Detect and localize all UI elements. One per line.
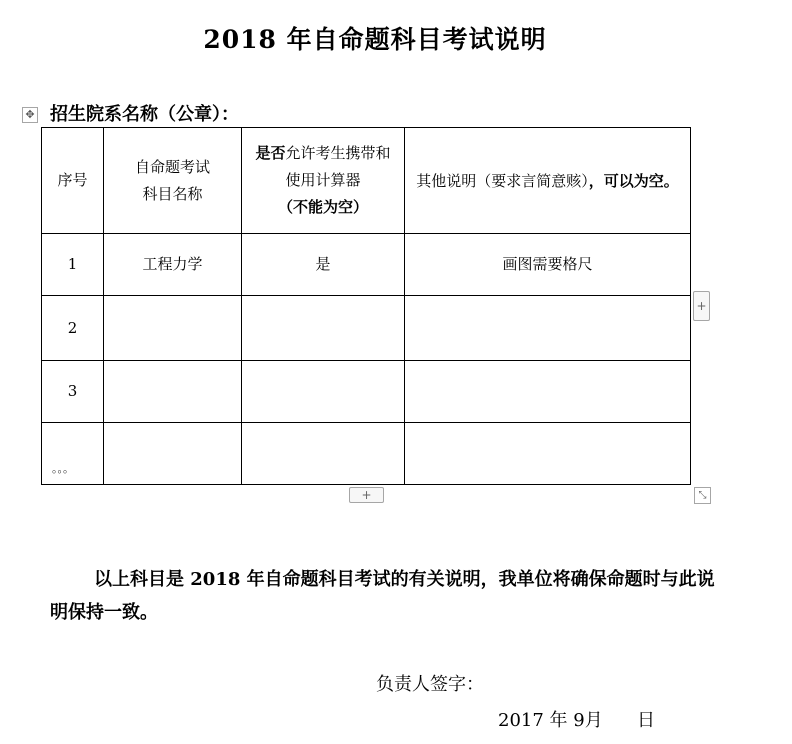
header-calculator [242, 128, 405, 234]
header-calculator-bold: 是否 [255, 144, 286, 162]
row-notes[interactable]: 画图需要格尺 [405, 234, 691, 296]
add-row-button[interactable]: + [349, 487, 384, 503]
row-calculator[interactable] [242, 296, 405, 361]
header-subject-line2: 科目名称 [142, 184, 203, 203]
header-subject-line1: 自命题考试 [134, 157, 210, 176]
header-seq: 序号 [42, 128, 104, 234]
row-notes[interactable] [405, 423, 691, 485]
row-seq[interactable]: 3 [42, 361, 104, 423]
row-calculator[interactable] [242, 361, 405, 423]
row-subject[interactable] [104, 423, 242, 485]
exam-info-table [41, 127, 691, 485]
date-line: 2017 年 9月 日 [498, 710, 656, 731]
unit-name-label: 招生院系名称（公章）： [50, 104, 239, 125]
row-seq[interactable]: 2 [42, 296, 104, 361]
table-header-row [42, 128, 691, 234]
document-title: 2018 年自命题科目考试说明 [203, 25, 547, 54]
table-row [42, 423, 691, 485]
table-resize-icon[interactable]: ⤡ [694, 487, 711, 504]
row-calculator[interactable] [242, 423, 405, 485]
header-calculator-note: （不能为空） [277, 198, 368, 216]
table-row [42, 234, 691, 296]
row-seq[interactable]: 。。。 [42, 423, 104, 485]
signature-label: 负责人签字： [376, 674, 484, 695]
row-notes[interactable] [405, 361, 691, 423]
header-notes-text: 其他说明（要求言简意赅） [416, 171, 589, 190]
table-row [42, 361, 691, 423]
table-row [42, 296, 691, 361]
row-subject[interactable] [104, 361, 242, 423]
table-move-handle-icon[interactable]: ✥ [22, 107, 38, 123]
row-notes[interactable] [405, 296, 691, 361]
header-calculator-text: 允许考生携带和使用计算器 [285, 144, 391, 189]
row-subject[interactable] [104, 296, 242, 361]
header-notes [405, 128, 691, 234]
header-notes-bold: ，可以为空。 [588, 171, 679, 190]
commitment-statement: 以上科目是 2018 年自命题科目考试的有关说明，我单位将确保命题时与此说明保持一致。 [50, 569, 715, 623]
row-calculator[interactable]: 是 [242, 234, 405, 296]
add-column-button[interactable]: + [693, 291, 710, 321]
row-subject[interactable]: 工程力学 [104, 234, 242, 296]
header-subject [104, 128, 242, 234]
row-seq[interactable]: 1 [42, 234, 104, 296]
